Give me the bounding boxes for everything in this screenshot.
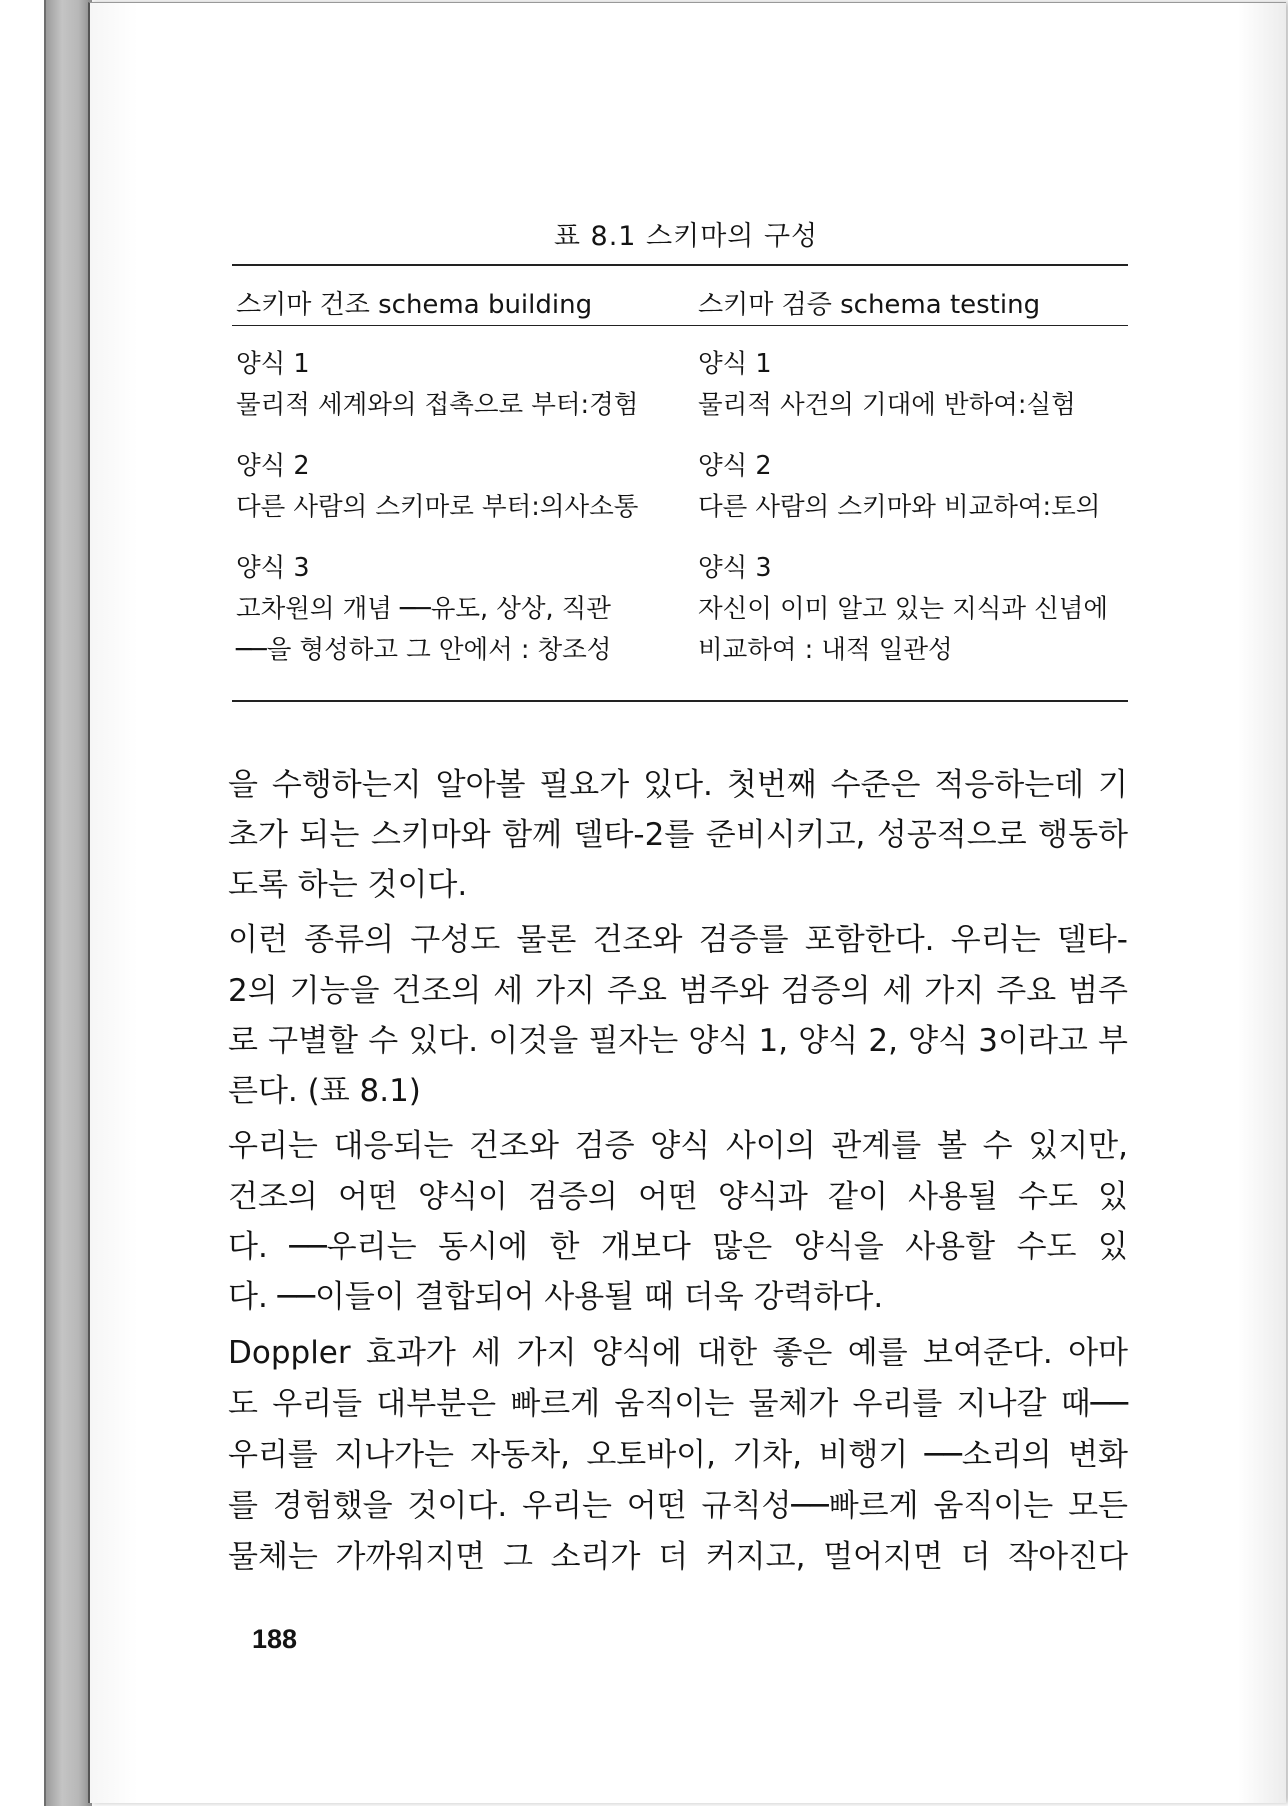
table-cell-testing-mode-3 xyxy=(698,548,1108,671)
body-line: 도록 하는 것이다. xyxy=(228,867,468,903)
table-top-rule xyxy=(232,264,1128,266)
body-line: 이런 종류의 구성도 물론 건조와 검증를 포함한다. 우리는 델타- xyxy=(228,922,1128,958)
mode-label: 양식 1 xyxy=(698,349,772,379)
body-line: 를 경험했을 것이다. 우리는 어떤 규칙성──빠르게 움직이는 모든 xyxy=(228,1488,1128,1524)
mode-description: 자신이 이미 알고 있는 지식과 신념에 xyxy=(698,594,1109,624)
table-caption: 표 8.1 스키마의 구성 xyxy=(553,221,819,252)
mode-description: 비교하여 : 내적 일관성 xyxy=(698,635,953,665)
body-line: 을 수행하는지 알아볼 필요가 있다. 첫번째 수준은 적응하는데 기 xyxy=(228,767,1128,803)
mode-description: ──을 형성하고 그 안에서 : 창조성 xyxy=(236,635,612,665)
body-line: 다. ──이들이 결합되어 사용될 때 더욱 강력하다. xyxy=(228,1279,884,1315)
mode-label: 양식 3 xyxy=(236,553,310,583)
mode-description: 고차원의 개념 ──유도, 상상, 직관 xyxy=(236,594,611,624)
body-line: 우리는 대응되는 건조와 검증 양식 사이의 관계를 볼 수 있지만, xyxy=(228,1128,1128,1164)
mode-description: 물리적 세계와의 접촉으로 부터:경험 xyxy=(236,390,639,420)
table-cell-building-mode-1 xyxy=(236,344,638,426)
table-cell-building-mode-2 xyxy=(236,446,638,528)
mode-label: 양식 3 xyxy=(698,553,772,583)
mode-label: 양식 1 xyxy=(236,349,310,379)
mode-label: 양식 2 xyxy=(698,451,772,481)
body-line: 2의 기능을 건조의 세 가지 주요 범주와 검증의 세 가지 주요 범주 xyxy=(228,973,1128,1009)
table-cell-building-mode-3 xyxy=(236,548,611,671)
body-line: 우리를 지나가는 자동차, 오토바이, 기차, 비행기 ──소리의 변화 xyxy=(228,1437,1128,1473)
body-line: 초가 되는 스키마와 함께 델타-2를 준비시키고, 성공적으로 행동하 xyxy=(228,817,1128,853)
body-line: Doppler 효과가 세 가지 양식에 대한 좋은 예를 보여준다. 아마 xyxy=(228,1335,1128,1371)
mode-description: 다른 사람의 스키마와 비교하여:토의 xyxy=(698,492,1101,522)
book-spine xyxy=(44,0,92,1806)
mode-description: 물리적 사건의 기대에 반하여:실험 xyxy=(698,390,1076,420)
table-header-testing: 스키마 검증 schema testing xyxy=(698,290,1041,320)
body-line: 다. ──우리는 동시에 한 개보다 많은 양식을 사용할 수도 있 xyxy=(228,1229,1128,1265)
table-cell-testing-mode-2 xyxy=(698,446,1100,528)
page-number: 188 xyxy=(252,1624,298,1654)
mode-description: 다른 사람의 스키마로 부터:의사소통 xyxy=(236,492,639,522)
body-line: 물체는 가까워지면 그 소리가 더 커지고, 멀어지면 더 작아진다 xyxy=(228,1539,1128,1575)
table-bottom-rule xyxy=(232,700,1128,702)
table-header-rule xyxy=(232,325,1128,326)
body-line: 른다. (표 8.1) xyxy=(228,1073,421,1109)
body-line: 도 우리들 대부분은 빠르게 움직이는 물체가 우리를 지나갈 때── xyxy=(228,1386,1128,1422)
table-header-building: 스키마 건조 schema building xyxy=(236,290,593,320)
table-cell-testing-mode-1 xyxy=(698,344,1076,426)
body-line: 로 구별할 수 있다. 이것을 필자는 양식 1, 양식 2, 양식 3이라고 부 xyxy=(228,1023,1128,1059)
body-line: 건조의 어떤 양식이 검증의 어떤 양식과 같이 사용될 수도 있 xyxy=(228,1179,1128,1215)
mode-label: 양식 2 xyxy=(236,451,310,481)
